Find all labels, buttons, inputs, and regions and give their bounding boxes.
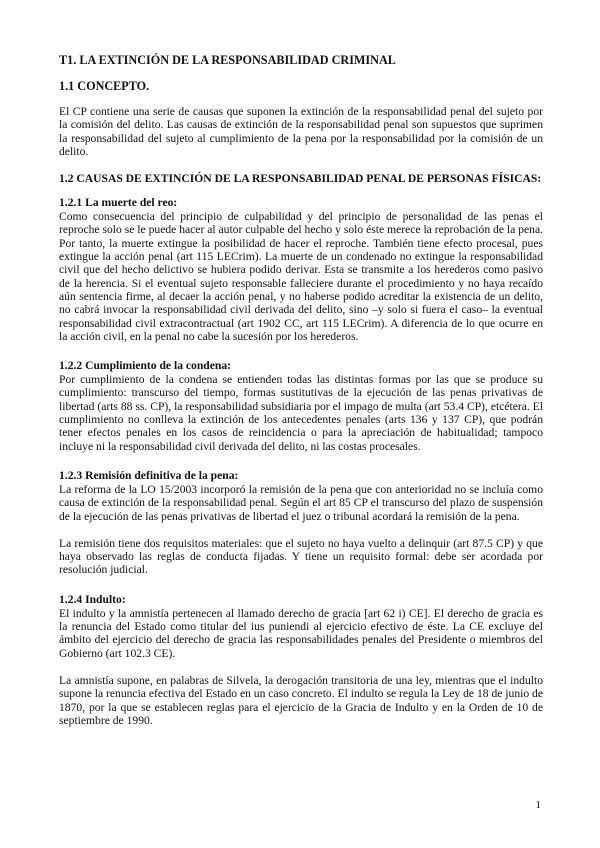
document-title: T1. LA EXTINCIÓN DE LA RESPONSABILIDAD CRIMINAL xyxy=(59,53,396,67)
document-body xyxy=(59,52,543,727)
section-heading-causas: 1.2 CAUSAS DE EXTINCIÓN DE LA RESPONSABILIDAD PENAL DE PERSONAS FÍSICAS: xyxy=(59,172,542,186)
paragraph-remision-1: La reforma de la LO 15/2003 incorporó la remisión de la pena que con anterioridad no se incluía como causa de extinción de la responsabilidad penal. Según el art 85 CP el transcurso del plazo de suspensión de la ejecución de las penas privativas de libertad el juez o tribunal acordará la remisión de la pena. xyxy=(59,482,543,523)
paragraph-remision-2: La remisión tiene dos requisitos materiales: que el sujeto no haya vuelto a delinquir (art 87.5 CP) y que haya observado las reglas de conducta fijadas. Y tiene un requisito formal: debe ser acordada por resolución judicial. xyxy=(59,536,543,577)
paragraph-muerte: Como consecuencia del principio de culpabilidad y del principio de personalidad de las penas el reproche solo se le puede hacer al autor culpable del hecho y solo éste merece la reprobación de la pena. Por tanto, la muerte extingue la posibilidad de hacer el reproche. También tiene efecto procesal, pues extingue la acción penal (art 115 LECrim). La muerte de un condenado no extingue la responsabilidad civil que del hecho delictivo se hubiera podido derivar. Esta se transmite a los herederos como pasivo de la herencia. Si el eventual sujeto responsable falleciere durante el procedimiento y no haya recaído aún sentencia firme, al decaer la acción penal, y no haberse podido acreditar la existencia de un delito, no cabrá invocar la responsabilidad civil derivada del delito, sino –y solo si fuera el caso– la eventual responsabilidad civil extracontractual (art 1902 CC, art 115 LECrim). A diferencia de lo que ocurre en la acción civil, en la penal no cabe la sucesión por los herederos. xyxy=(59,210,543,343)
paragraph-cumplimiento: Por cumplimiento de la condena se entienden todas las distintas formas por las que se produce su cumplimiento: transcurso del tiempo, formas sustitutivas de la ejecución de las penas privativas de libertad (arts 88 ss. CP), la responsabilidad subsidiaria por el impago de multa (art 53.4 CP), etcétera. El cumplimiento no conlleva la extinción de los antecedentes penales (arts 136 y 137 CP), que podrán tener efectos penales en los casos de reincidencia o para la apreciación de habitualidad; tampoco incluye ni la responsabilidad civil derivada del delito, ni las costas procesales. xyxy=(59,373,543,453)
subsection-heading-remision: 1.2.3 Remisión definitiva de la pena: xyxy=(59,468,239,482)
paragraph-indulto-1: El indulto y la amnistía pertenecen al llamado derecho de gracia [art 62 i) CE]. El derecho de gracia es la renuncia del Estado como titular del ius puniendi al ejercicio efectivo de éste. La CE excluye del ámbito del ejercicio del derecho de gracia las responsabilidades penales del Presidente o miembros del Gobierno (art 102.3 CE). xyxy=(59,606,543,660)
paragraph-concepto: El CP contiene una serie de causas que suponen la extinción de la responsabilidad penal del sujeto por la comisión del delito. Las causas de extinción de la responsabilidad penal son supuestos que suprimen la responsabilidad del sujeto al cumplimiento de la pena por la responsabilidad por la comisión de un delito. xyxy=(59,105,543,158)
section-heading-concepto: 1.1 CONCEPTO. xyxy=(59,79,150,93)
subsection-heading-cumplimiento: 1.2.2 Cumplimiento de la condena: xyxy=(59,359,231,373)
subsection-heading-muerte: 1.2.1 La muerte del reo: xyxy=(59,196,178,210)
page-number: 1 xyxy=(535,799,541,811)
subsection-heading-indulto: 1.2.4 Indulto: xyxy=(59,592,126,606)
paragraph-indulto-2: La amnistía supone, en palabras de Silvela, la derogación transitoria de una ley, mientras que el indulto supone la renuncia efectiva del Estado en un caso concreto. El indulto se regula la Ley de 18 de junio de 1870, por la que se establecen reglas para el ejercicio de la Gracia de Indulto y en la Orden de 10 de septiembre de 1990. xyxy=(59,673,543,727)
